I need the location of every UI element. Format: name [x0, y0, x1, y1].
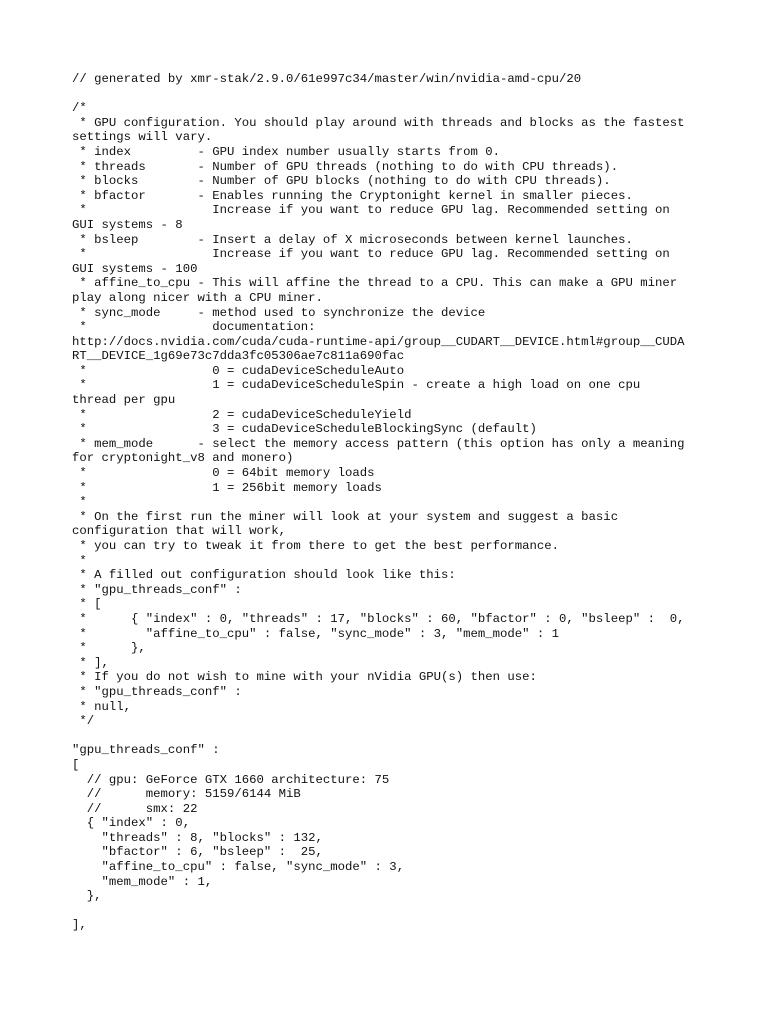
text-line: * },: [72, 641, 146, 656]
text-line: "threads" : 8, "blocks" : 132,: [72, 830, 323, 845]
text-line: GUI systems - 100: [72, 261, 198, 276]
text-line: * If you do not wish to mine with your nVidia GPU(s) then use:: [72, 670, 537, 685]
text-line: thread per gpu: [72, 393, 176, 408]
text-line: // memory: 5159/6144 MiB: [72, 787, 301, 802]
text-line: * sync_mode - method used to synchronize the device: [72, 305, 486, 320]
text-line: * 1 = cudaDeviceScheduleSpin - create a high load on one cpu: [72, 378, 641, 393]
text-line: * 0 = 64bit memory loads: [72, 466, 375, 481]
text-line: http://docs.nvidia.com/cuda/cuda-runtime-api/group__CUDART__DEVICE.html#group__CUDA: [72, 334, 685, 349]
text-line: GUI systems - 8: [72, 217, 183, 232]
text-line: [72, 904, 712, 919]
text-line: // generated by xmr-stak/2.9.0/61e997c34/master/win/nvidia-amd-cpu/20: [72, 72, 582, 86]
text-line: * GPU configuration. You should play around with threads and blocks as the fastest: [72, 115, 685, 130]
text-line: * On the first run the miner will look at your system and suggest a basic: [72, 509, 619, 524]
text-line: * A filled out configuration should look like this:: [72, 568, 456, 583]
text-line: * mem_mode - select the memory access pattern (this option has only a meaning: [72, 436, 685, 451]
text-line: * Increase if you want to reduce GPU lag. Recommended setting on: [72, 203, 670, 218]
text-line: * documentation:: [72, 320, 316, 335]
text-line: "bfactor" : 6, "bsleep" : 25,: [72, 845, 323, 860]
text-line: * blocks - Number of GPU blocks (nothing to do with CPU threads).: [72, 174, 611, 189]
text-line: [72, 87, 712, 102]
text-line: * Increase if you want to reduce GPU lag. Recommended setting on: [72, 247, 670, 262]
text-line: * "gpu_threads_conf" :: [72, 684, 242, 699]
text-line: * ],: [72, 655, 109, 670]
config-document: [72, 72, 712, 933]
text-line: * 3 = cudaDeviceScheduleBlockingSync (default): [72, 422, 537, 437]
text-line: *: [72, 553, 87, 568]
text-line: *: [72, 495, 87, 510]
text-line: "gpu_threads_conf" :: [72, 743, 220, 758]
text-line: * 2 = cudaDeviceScheduleYield: [72, 407, 412, 422]
text-line: RT__DEVICE_1g69e73c7dda3fc05306ae7c811a690fac: [72, 349, 405, 364]
text-line: "mem_mode" : 1,: [72, 874, 213, 889]
text-line: /*: [72, 101, 87, 116]
text-line: */: [72, 714, 95, 729]
text-line: * you can try to tweak it from there to get the best performance.: [72, 539, 560, 553]
text-line: [72, 729, 712, 744]
text-line: * bfactor - Enables running the Cryptonight kernel in smaller pieces.: [72, 188, 633, 203]
text-line: * null,: [72, 699, 132, 714]
text-line: configuration that will work,: [72, 524, 287, 539]
text-line: * affine_to_cpu - This will affine the thread to a CPU. This can make a GPU miner: [72, 276, 678, 291]
text-line: * 0 = cudaDeviceScheduleAuto: [72, 363, 405, 378]
text-line: * bsleep - Insert a delay of X microseconds between kernel launches.: [72, 232, 633, 247]
text-line: },: [72, 889, 102, 904]
text-line: for cryptonight_v8 and monero): [72, 451, 294, 466]
text-line: // smx: 22: [72, 801, 198, 816]
text-line: settings will vary.: [72, 130, 213, 145]
text-line: * "gpu_threads_conf" :: [72, 582, 242, 597]
text-line: [: [72, 757, 80, 772]
text-line: * [: [72, 597, 102, 612]
text-line: play along nicer with a CPU miner.: [72, 290, 323, 305]
text-line: { "index" : 0,: [72, 816, 191, 831]
text-line: // gpu: GeForce GTX 1660 architecture: 75: [72, 772, 390, 787]
text-line: * 1 = 256bit memory loads: [72, 480, 382, 495]
text-line: * index - GPU index number usually starts from 0.: [72, 144, 501, 159]
text-line: ],: [72, 918, 87, 933]
text-line: "affine_to_cpu" : false, "sync_mode" : 3,: [72, 860, 405, 875]
text-line: * { "index" : 0, "threads" : 17, "blocks" : 60, "bfactor" : 0, "bsleep" : 0,: [72, 611, 685, 626]
text-line: * threads - Number of GPU threads (nothing to do with CPU threads).: [72, 159, 619, 174]
text-line: * "affine_to_cpu" : false, "sync_mode" : 3, "mem_mode" : 1: [72, 626, 560, 641]
